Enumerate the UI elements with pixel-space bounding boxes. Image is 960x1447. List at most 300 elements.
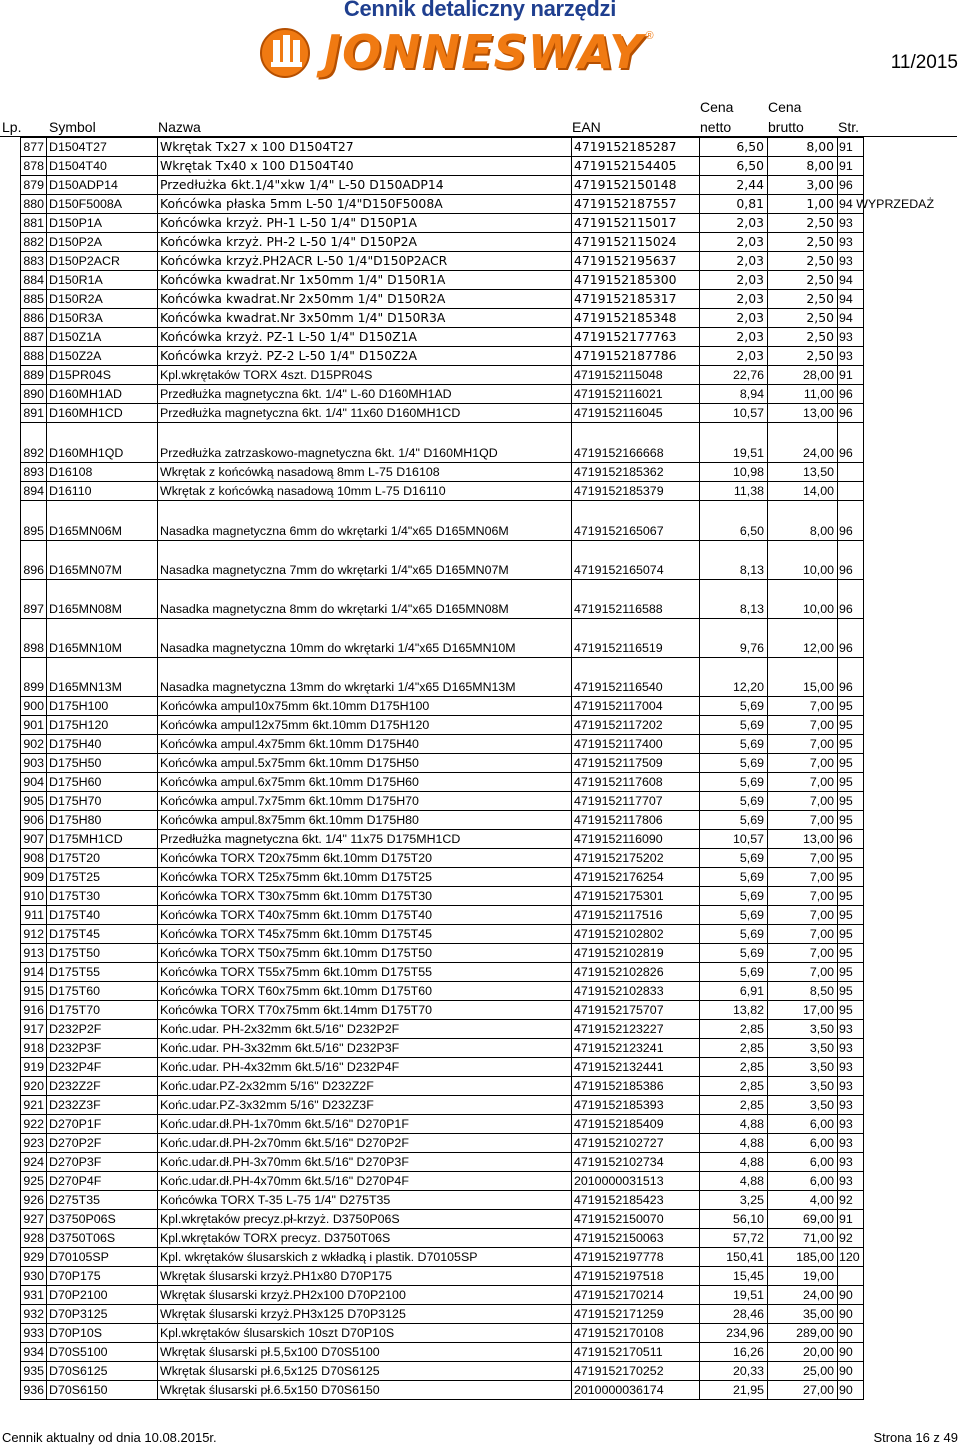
row-page-ref [838,944,864,963]
table-row [21,1229,864,1248]
row-lp: 917 [21,1020,47,1039]
row-net-price: 22,76 [700,366,768,385]
row-name: Końcówka ampul.5x75mm 6kt.10mm D175H50 [158,754,572,773]
row-page-ref-text: 94 [839,311,853,325]
table-row [21,482,864,501]
row-lp: 902 [21,735,47,754]
row-name: Końcówka TORX T70x75mm 6kt.14mm D175T70 [158,1001,572,1020]
row-page-ref [838,482,864,501]
row-page-ref-text: 90 [839,1345,853,1359]
row-page-ref-text: 91 [839,159,853,173]
row-symbol: D175T45 [47,925,158,944]
row-symbol: D165MN07M [47,541,158,580]
row-gross-price: 7,00 [768,735,838,754]
row-ean: 4719152195637 [572,252,700,271]
row-net-price: 28,46 [700,1305,768,1324]
row-name: Końcówka TORX T-35 L-75 1/4" D275T35 [158,1191,572,1210]
row-gross-price: 7,00 [768,811,838,830]
table-row [21,716,864,735]
table-row [21,404,864,423]
table-row [21,385,864,404]
row-name: Wkrętak ślusarski krzyż.PH2x100 D70P2100 [158,1286,572,1305]
row-gross-price: 3,50 [768,1096,838,1115]
row-lp: 919 [21,1058,47,1077]
table-row [21,658,864,697]
table-row [21,1343,864,1362]
row-page-ref-text: 95 [839,946,853,960]
row-ean: 4719152154405 [572,157,700,176]
row-symbol: D175H120 [47,716,158,735]
table-row [21,1210,864,1229]
row-name: Wkrętak z końcówką nasadową 10mm L-75 D16110 [158,482,572,501]
row-ean: 4719152185317 [572,290,700,309]
row-net-price: 5,69 [700,868,768,887]
row-net-price: 8,13 [700,580,768,619]
jonnesway-logo-icon [258,26,316,78]
row-symbol: D160MH1CD [47,404,158,423]
row-symbol: D270P4F [47,1172,158,1191]
row-name: Końc.udar.PZ-3x32mm 5/16" D232Z3F [158,1096,572,1115]
col-header-page: Str. [838,119,860,135]
row-page-ref-text: 91 [839,1212,853,1226]
row-ean: 4719152185287 [572,138,700,157]
row-net-price: 234,96 [700,1324,768,1343]
row-net-price: 20,33 [700,1362,768,1381]
row-page-ref [838,404,864,423]
row-page-ref [838,963,864,982]
row-page-ref [838,1248,864,1267]
row-lp: 885 [21,290,47,309]
brand-logo [258,26,654,78]
row-net-price: 2,85 [700,1096,768,1115]
row-lp: 889 [21,366,47,385]
row-name: Końc.udar. PH-4x32mm 6kt.5/16" D232P4F [158,1058,572,1077]
row-page-ref [838,868,864,887]
row-page-ref [838,157,864,176]
row-name: Przedłużka magnetyczna 6kt. 1/4" 11x75 D175MH1CD [158,830,572,849]
row-ean: 4719152123241 [572,1039,700,1058]
row-page-ref [838,1172,864,1191]
row-lp: 892 [21,423,47,463]
row-ean: 4719152116588 [572,580,700,619]
row-lp: 901 [21,716,47,735]
row-name: Końcówka krzyż.PH2ACR L-50 1/4"D150P2ACR [158,252,572,271]
row-symbol: D160MH1AD [47,385,158,404]
row-gross-price: 7,00 [768,906,838,925]
row-ean: 4719152150148 [572,176,700,195]
row-gross-price: 10,00 [768,541,838,580]
row-page-ref-text: 96 [839,406,853,420]
row-ean: 4719152117608 [572,773,700,792]
row-net-price: 5,69 [700,906,768,925]
row-ean: 4719152165067 [572,501,700,541]
row-name: Końcówka TORX T20x75mm 6kt.10mm D175T20 [158,849,572,868]
row-symbol: D160MH1QD [47,423,158,463]
row-name: Wkrętak Tx27 x 100 D1504T27 [158,138,572,157]
row-lp: 912 [21,925,47,944]
table-row [21,735,864,754]
row-gross-price: 7,00 [768,697,838,716]
row-net-price: 10,98 [700,463,768,482]
row-gross-price: 4,00 [768,1191,838,1210]
row-page-ref-text: 95 [839,851,853,865]
row-symbol: D150R1A [47,271,158,290]
table-row [21,963,864,982]
row-net-price: 5,69 [700,754,768,773]
row-lp: 934 [21,1343,47,1362]
row-name: Końcówka ampul.6x75mm 6kt.10mm D175H60 [158,773,572,792]
row-ean: 2010000031513 [572,1172,700,1191]
row-symbol: D70P3125 [47,1305,158,1324]
row-gross-price: 6,00 [768,1134,838,1153]
row-net-price: 2,03 [700,252,768,271]
table-row [21,1305,864,1324]
table-row [21,501,864,541]
row-name: Końc.udar.PZ-2x32mm 5/16" D232Z2F [158,1077,572,1096]
row-name: Końc.udar.dł.PH-4x70mm 6kt.5/16" D270P4F [158,1172,572,1191]
row-page-ref-text: 93 [839,1117,853,1131]
row-page-ref-text: 95 [839,927,853,941]
row-ean: 4719152170511 [572,1343,700,1362]
row-ean: 4719152150070 [572,1210,700,1229]
row-lp: 926 [21,1191,47,1210]
row-gross-price: 3,50 [768,1020,838,1039]
row-ean: 4719152197518 [572,1267,700,1286]
row-symbol: D175H60 [47,773,158,792]
table-row [21,830,864,849]
row-page-ref-text: 93 [839,1041,853,1055]
row-page-ref [838,1020,864,1039]
row-lp: 911 [21,906,47,925]
row-ean: 4719152185393 [572,1096,700,1115]
row-symbol: D3750P06S [47,1210,158,1229]
row-lp: 915 [21,982,47,1001]
row-lp: 888 [21,347,47,366]
row-gross-price: 8,00 [768,157,838,176]
row-page-ref-text: 96 [839,524,853,538]
row-ean: 4719152117707 [572,792,700,811]
row-lp: 910 [21,887,47,906]
row-gross-price: 6,00 [768,1172,838,1191]
row-page-ref [838,1381,864,1400]
row-ean: 4719152117202 [572,716,700,735]
row-lp: 918 [21,1039,47,1058]
row-page-ref-text: 93 [839,330,853,344]
row-symbol: D150R2A [47,290,158,309]
row-lp: 913 [21,944,47,963]
row-page-ref [838,541,864,580]
row-ean: 4719152185423 [572,1191,700,1210]
table-row [21,1134,864,1153]
table-row [21,1001,864,1020]
row-net-price: 10,57 [700,830,768,849]
row-ean: 4719152185386 [572,1077,700,1096]
row-net-price: 5,69 [700,735,768,754]
row-ean: 4719152170214 [572,1286,700,1305]
row-page-ref [838,1001,864,1020]
row-name: Przedłużka 6kt.1/4"xkw 1/4" L-50 D150ADP14 [158,176,572,195]
row-symbol: D175T20 [47,849,158,868]
row-page-ref [838,1058,864,1077]
row-net-price: 5,69 [700,887,768,906]
table-row [21,252,864,271]
row-name: Końcówka kwadrat.Nr 2x50mm 1/4" D150R2A [158,290,572,309]
row-gross-price: 8,00 [768,501,838,541]
row-page-ref [838,1115,864,1134]
row-page-ref [838,580,864,619]
row-ean: 4719152185348 [572,309,700,328]
row-gross-price: 7,00 [768,925,838,944]
row-gross-price: 69,00 [768,1210,838,1229]
table-row [21,906,864,925]
row-lp: 927 [21,1210,47,1229]
table-row [21,347,864,366]
row-symbol: D150Z2A [47,347,158,366]
row-name: Końcówka TORX T55x75mm 6kt.10mm D175T55 [158,963,572,982]
row-lp: 922 [21,1115,47,1134]
row-page-ref-text: 96 [839,387,853,401]
row-net-price: 5,69 [700,944,768,963]
row-gross-price: 13,00 [768,404,838,423]
row-page-ref-text: 96 [839,446,853,460]
row-gross-price: 2,50 [768,233,838,252]
row-ean: 4719152185300 [572,271,700,290]
row-gross-price: 27,00 [768,1381,838,1400]
row-page-ref [838,385,864,404]
row-ean: 4719152116090 [572,830,700,849]
row-gross-price: 14,00 [768,482,838,501]
row-gross-price: 2,50 [768,309,838,328]
row-lp: 896 [21,541,47,580]
row-ean: 4719152115024 [572,233,700,252]
row-net-price: 16,26 [700,1343,768,1362]
row-symbol: D175T55 [47,963,158,982]
row-symbol: D150P1A [47,214,158,233]
table-row [21,233,864,252]
row-page-ref [838,1267,864,1286]
table-row [21,619,864,658]
row-name: Końcówka TORX T25x75mm 6kt.10mm D175T25 [158,868,572,887]
row-page-ref-text: 92 [839,1193,853,1207]
row-page-ref [838,138,864,157]
table-row [21,925,864,944]
row-gross-price: 8,50 [768,982,838,1001]
row-gross-price: 2,50 [768,347,838,366]
table-row [21,1077,864,1096]
row-net-price: 12,20 [700,658,768,697]
row-lp: 923 [21,1134,47,1153]
row-lp: 909 [21,868,47,887]
row-page-ref-text: 96 [839,641,853,655]
row-ean: 4719152123227 [572,1020,700,1039]
row-lp: 880 [21,195,47,214]
row-page-ref-text: 90 [839,1383,853,1397]
row-page-ref-text: 93 [839,235,853,249]
row-net-price: 5,69 [700,773,768,792]
col-header-ean: EAN [572,119,601,135]
row-page-ref [838,195,935,214]
table-row [21,1362,864,1381]
row-ean: 4719152102826 [572,963,700,982]
row-name: Przedłużka zatrzaskowo-magnetyczna 6kt. 1/4" D160MH1QD [158,423,572,463]
row-symbol: D175T70 [47,1001,158,1020]
row-lp: 878 [21,157,47,176]
col-header-gross-bottom: brutto [768,119,804,135]
row-gross-price: 3,00 [768,176,838,195]
table-row [21,580,864,619]
row-name: Końcówka kwadrat.Nr 3x50mm 1/4" D150R3A [158,309,572,328]
row-net-price: 2,85 [700,1020,768,1039]
table-row [21,1172,864,1191]
row-lp: 936 [21,1381,47,1400]
row-net-price: 10,57 [700,404,768,423]
row-net-price: 5,69 [700,849,768,868]
row-page-ref-text: 90 [839,1288,853,1302]
row-gross-price: 15,00 [768,658,838,697]
row-ean: 4719152197778 [572,1248,700,1267]
row-page-ref [838,366,864,385]
row-page-ref-text: 90 [839,1307,853,1321]
row-name: Końcówka TORX T60x75mm 6kt.10mm D175T60 [158,982,572,1001]
row-page-ref [838,697,864,716]
row-gross-price: 24,00 [768,1286,838,1305]
row-symbol: D70S6150 [47,1381,158,1400]
row-ean: 4719152185379 [572,482,700,501]
row-ean: 4719152116045 [572,404,700,423]
row-gross-price: 19,00 [768,1267,838,1286]
row-page-ref-text: 96 [839,680,853,694]
row-net-price: 6,91 [700,982,768,1001]
registered-mark: ® [645,30,654,42]
row-page-ref [838,830,864,849]
row-lp: 935 [21,1362,47,1381]
row-symbol: D270P3F [47,1153,158,1172]
row-symbol: D175T25 [47,868,158,887]
row-page-ref [838,716,864,735]
row-symbol: D150P2ACR [47,252,158,271]
row-page-ref-text: 120 [839,1250,860,1264]
row-name: Końcówka ampul12x75mm 6kt.10mm D175H120 [158,716,572,735]
row-symbol: D175H40 [47,735,158,754]
row-net-price: 9,76 [700,619,768,658]
row-gross-price: 7,00 [768,963,838,982]
row-page-ref-text: 95 [839,718,853,732]
table-row [21,887,864,906]
table-row [21,1248,864,1267]
row-net-price: 2,85 [700,1058,768,1077]
row-ean: 4719152176254 [572,868,700,887]
row-lp: 925 [21,1172,47,1191]
row-gross-price: 12,00 [768,619,838,658]
row-net-price: 2,85 [700,1077,768,1096]
row-name: Końcówka krzyż. PZ-2 L-50 1/4" D150Z2A [158,347,572,366]
row-net-price: 2,85 [700,1039,768,1058]
row-net-price: 5,69 [700,697,768,716]
row-symbol: D275T35 [47,1191,158,1210]
row-page-ref [838,1077,864,1096]
row-gross-price: 2,50 [768,328,838,347]
row-page-ref [838,1305,864,1324]
row-ean: 4719152116519 [572,619,700,658]
col-header-net-top: Cena [700,99,734,115]
row-gross-price: 6,00 [768,1153,838,1172]
row-net-price: 5,69 [700,925,768,944]
row-page-ref-text: 95 [839,775,853,789]
row-lp: 914 [21,963,47,982]
row-page-ref [838,754,864,773]
row-page-ref [838,271,864,290]
row-ean: 4719152117509 [572,754,700,773]
table-row [21,138,864,157]
row-page-ref-text: 95 [839,756,853,770]
row-ean: 4719152171259 [572,1305,700,1324]
row-name: Końcówka TORX T30x75mm 6kt.10mm D175T30 [158,887,572,906]
row-page-ref [838,176,864,195]
row-page-ref [838,1096,864,1115]
row-page-ref-text: 95 [839,984,853,998]
table-row [21,1039,864,1058]
row-name: Wkrętak ślusarski pł.5,5x100 D70S5100 [158,1343,572,1362]
row-page-ref [838,1039,864,1058]
table-row [21,309,864,328]
price-table-body [21,138,935,1400]
row-symbol: D15PR04S [47,366,158,385]
row-symbol: D175H70 [47,792,158,811]
row-page-ref-text: 93 [839,1060,853,1074]
row-net-price: 8,94 [700,385,768,404]
row-gross-price: 8,00 [768,138,838,157]
row-page-ref [838,1324,864,1343]
row-gross-price: 3,50 [768,1077,838,1096]
row-page-ref-text: 91 [839,140,853,154]
row-gross-price: 10,00 [768,580,838,619]
table-row [21,1096,864,1115]
row-page-ref [838,290,864,309]
table-row [21,176,864,195]
row-ean: 4719152117004 [572,697,700,716]
row-page-ref-text: 93 [839,254,853,268]
row-page-ref [838,906,864,925]
row-gross-price: 3,50 [768,1058,838,1077]
row-ean: 4719152102819 [572,944,700,963]
row-ean: 4719152165074 [572,541,700,580]
row-page-ref-text: 94 [839,292,853,306]
row-ean: 4719152116021 [572,385,700,404]
row-page-ref [838,1362,864,1381]
row-name: Kpl.wkrętaków precyz.pł-krzyż. D3750P06S [158,1210,572,1229]
row-net-price: 150,41 [700,1248,768,1267]
row-page-ref [838,1134,864,1153]
row-page-ref [838,925,864,944]
row-page-ref [838,214,864,233]
row-name: Końcówka krzyż. PH-2 L-50 1/4" D150P2A [158,233,572,252]
row-net-price: 11,38 [700,482,768,501]
row-page-ref-text: 95 [839,908,853,922]
row-page-ref [838,347,864,366]
row-lp: 920 [21,1077,47,1096]
row-symbol: D150ADP14 [47,176,158,195]
row-lp: 883 [21,252,47,271]
row-name: Kpl.wkrętaków ślusarskich 10szt D70P10S [158,1324,572,1343]
row-ean: 4719152117516 [572,906,700,925]
row-symbol: D70P10S [47,1324,158,1343]
row-net-price: 4,88 [700,1172,768,1191]
row-name: Nasadka magnetyczna 8mm do wkrętarki 1/4"x65 D165MN08M [158,580,572,619]
row-symbol: D70105SP [47,1248,158,1267]
table-row [21,944,864,963]
row-lp: 893 [21,463,47,482]
col-header-lp: Lp. [2,119,22,135]
